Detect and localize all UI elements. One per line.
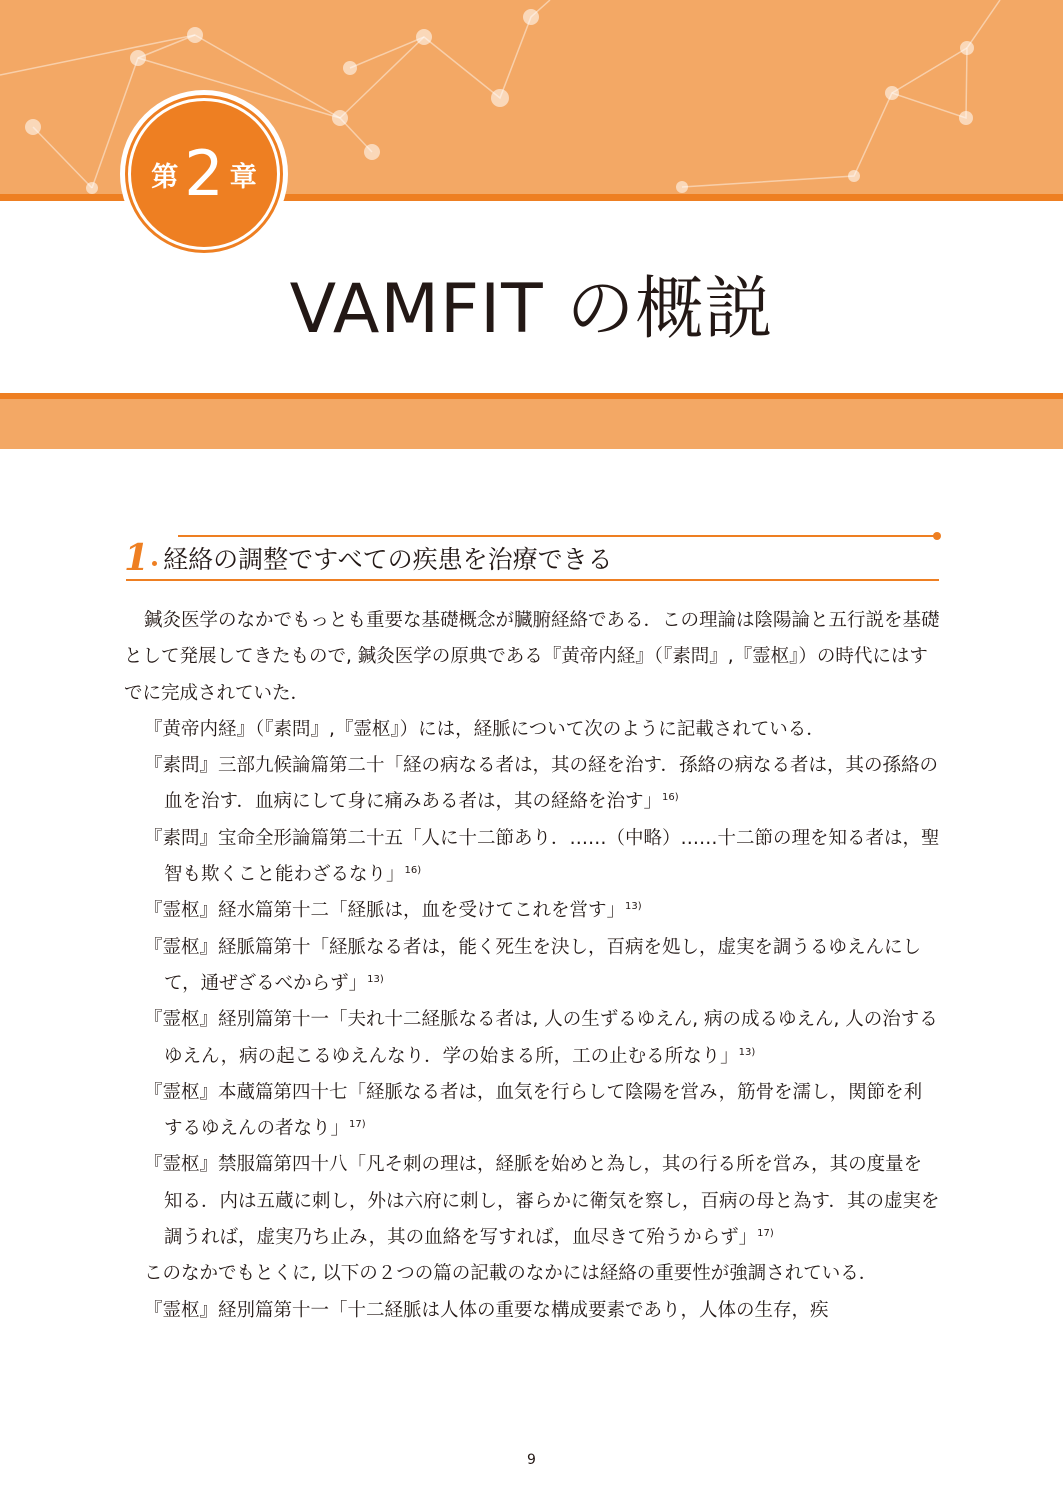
paragraph: このなかでもとくに, 以下の２つの篇の記載のなかには経絡の重要性が強調されている． [144,1263,878,1285]
quotation: 『素問』宝命全形論篇第二十五「人に十二節あり．……（中略）……十二節の理を知る者は，聖智も欺くこと能わざるなり」$^{16)}$ [144,827,940,886]
citation-ref: 16) [404,865,422,877]
citation-ref: 17) [349,1119,366,1131]
quotation: 『霊枢』経別篇第十一「十二経脈は人体の重要な構成要素であり，人体の生存，疾 [144,1299,829,1321]
chapter-badge [120,90,288,258]
quotation: 『霊枢』経脈篇第十「経脈なる者は，能く死生を決し，百病を処し，虚実を調うるゆえんにして，通ぜざるべからず」$^{13)}$ [144,936,922,994]
quotation: 『霊枢』経水篇第十二「経脈は，血を受けてこれを営す」$^{13)}$ [144,900,642,922]
section-number-dot [152,561,157,566]
citation-ref: 17) [757,1228,774,1240]
quotation: 『素問』三部九候論篇第二十「経の病なる者は，其の経を治す．孫絡の病なる者は，其の孫絡の血を治す．血病にして身に痛みある者は，其の経絡を治す」$^{16)}$ [144,755,939,813]
section-title: 経絡の調整ですべての疾患を治療できる [163,545,613,574]
title-lower-rule [0,393,1063,399]
page-number: 9 [527,1452,536,1468]
chapter-suffix: 章 [229,161,257,193]
body-text [124,603,940,1329]
section-number: 1 [124,537,150,579]
chapter-prefix: 第 [151,161,179,193]
citation-ref: 13) [625,901,642,913]
section-heading-bottom-rule [126,579,939,581]
section-heading [124,536,613,580]
section-heading-rule-dot [933,532,941,540]
quotation: 『霊枢』経別篇第十一「夫れ十二経脈なる者は, 人の生ずるゆえん, 病の成るゆえん, 人の治するゆえん，病の起こるゆえんなり．学の始まる所，工の止むる所なり」$^{13)}$ [144,1009,938,1067]
chapter-number: 2 [184,137,224,210]
citation-ref: 16) [662,792,679,804]
title-lower-band [0,393,1063,449]
quotation: 『霊枢』本蔵篇第四十七「経脈なる者は，血気を行らして陰陽を営み，筋骨を濡し，関節を利するゆえんの者なり」$^{17)}$ [144,1081,923,1140]
paragraph: 鍼灸医学のなかでもっとも重要な基礎概念が臓腑経絡である．この理論は陰陽論と五行説を基礎として発展してきたもので, 鍼灸医学の原典である『黄帝内経』（『素問』,『霊枢』）の時代にはすでに完成されていた． [124,610,940,704]
paragraph: 『黄帝内経』（『素問』,『霊枢』）には，経脈について次のように記載されている． [144,718,825,740]
citation-ref: 13) [367,973,384,985]
citation-ref: 13) [738,1046,756,1058]
quotation: 『霊枢』禁服篇第四十八「凡そ刺の理は，経脈を始めと為し，其の行る所を営み，其の度量を知る．内は五蔵に刺し，外は六府に刺し，審らかに衛気を察し，百病の母と為す．其の虚実を調うれば，虚実乃ち止み，其の血絡を写すれば，血尽きて殆うからず」$^{17)}$ [144,1154,940,1249]
chapter-title: VAMFIT の概説 [289,270,774,349]
